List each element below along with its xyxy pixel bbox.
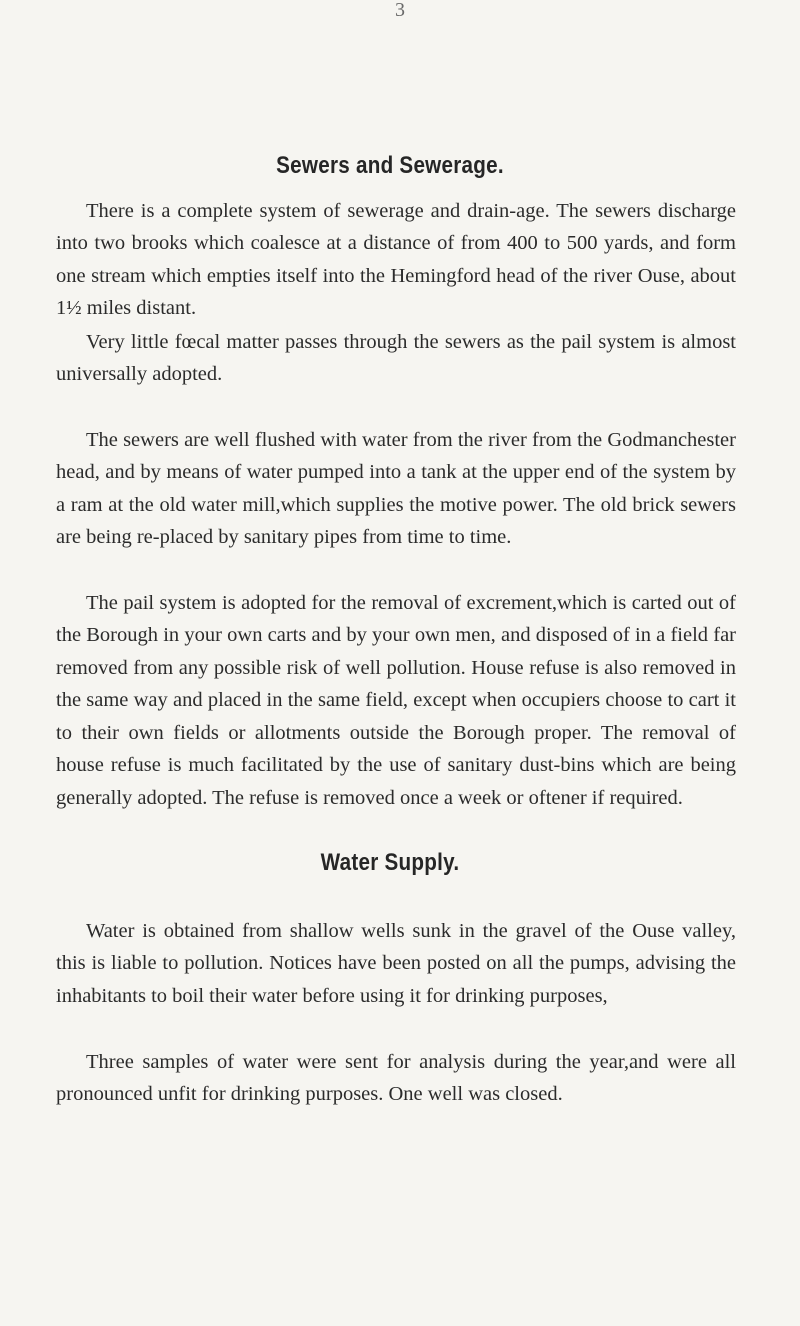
page-number: 3 bbox=[395, 0, 405, 21]
paragraph-sewerage-system bbox=[56, 195, 736, 325]
paragraph-text: There is a complete system of sewerage and drain-age. The sewers discharge into two brooks which coalesce at a distance of from 400 to 500 yards, and form one stream which empties itself into the Hemingford head of the river Ouse, about 1½ miles distant. bbox=[56, 199, 736, 320]
paragraph-text: Very little fœcal matter passes through the sewers as the pail system is almost universally adopted. bbox=[56, 330, 736, 386]
paragraph-foecal-matter bbox=[56, 326, 736, 391]
paragraph-text: The pail system is adopted for the removal of excrement,which is carted out of the Borough in your own carts and by your own men, and disposed of in a field far removed from any possible risk of well pollution. House refuse is also removed in the same way and placed in the same field, except when occupiers choose to cart it to their own fields or allotments outside the Borough proper. The removal of house refuse is much facilitated by the use of sanitary dust-bins which are being generally adopted. The refuse is removed once a week or oftener if required. bbox=[56, 591, 736, 810]
paragraph-water-source bbox=[56, 915, 736, 1013]
section-heading-water-supply: Water Supply. bbox=[320, 849, 460, 876]
paragraph-pail-system bbox=[56, 587, 736, 815]
paragraph-text: Three samples of water were sent for analysis during the year,and were all pronounced unfit for drinking purposes. One well was closed. bbox=[56, 1050, 736, 1106]
paragraph-text: The sewers are well flushed with water from the river from the Godmanchester head, and by means of water pumped into a tank at the upper end of the system by a ram at the old water mill,which supplies the motive power. The old brick sewers are being re-placed by sanitary pipes from time to time. bbox=[56, 428, 736, 549]
section-heading-sewers: Sewers and Sewerage. bbox=[276, 152, 504, 179]
paragraph-sewer-flushing bbox=[56, 424, 736, 554]
paragraph-water-samples bbox=[56, 1046, 736, 1111]
paragraph-text: Water is obtained from shallow wells sunk in the gravel of the Ouse valley, this is liable to pollution. Notices have been posted on all the pumps, advising the inhabitants to boil their water before using it for drinking purposes, bbox=[56, 919, 736, 1007]
